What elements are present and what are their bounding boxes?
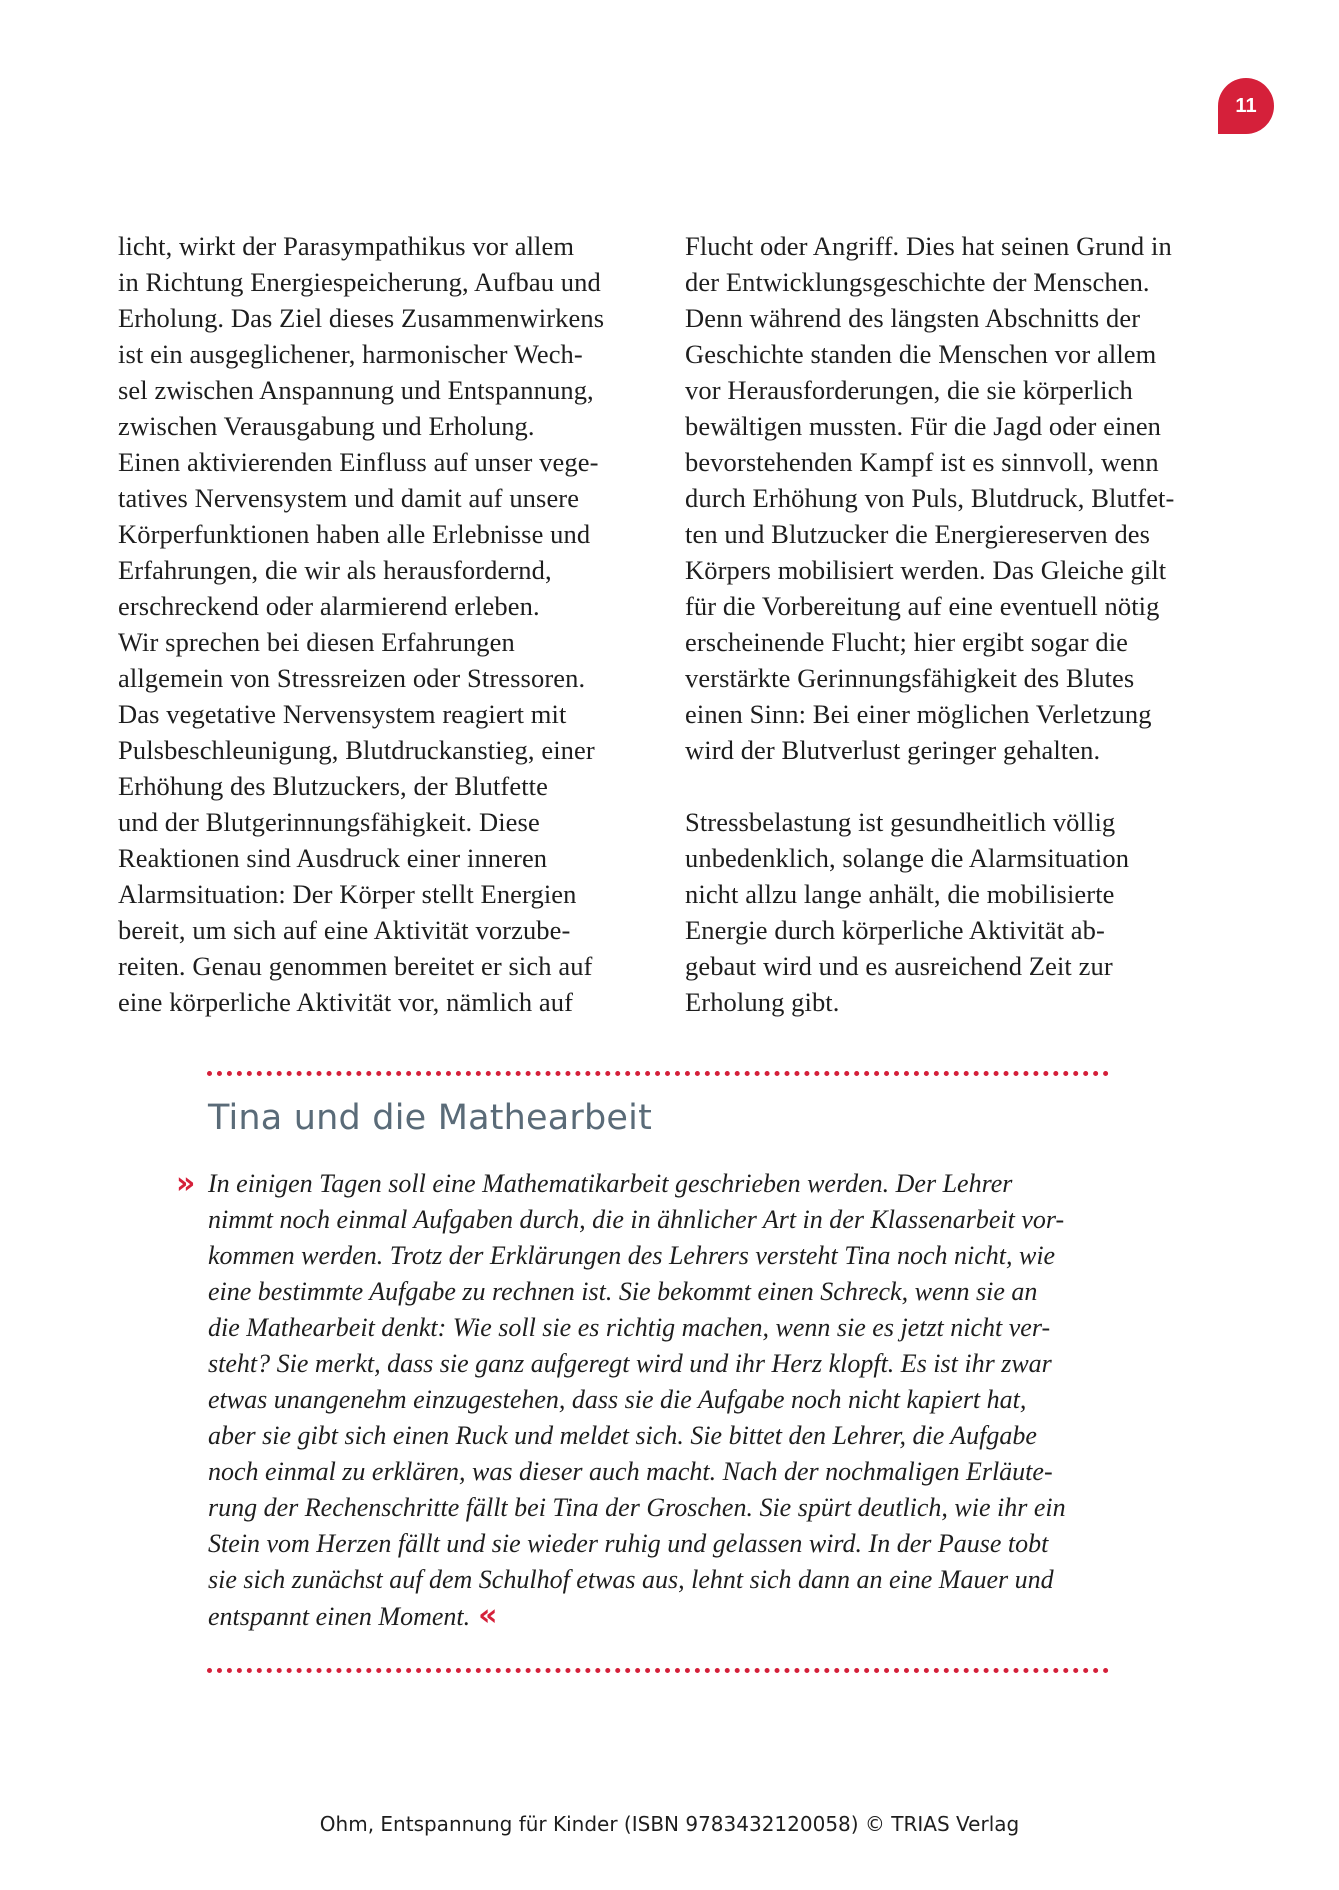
text-line: gebaut wird und es ausreichend Zeit zur	[685, 951, 1113, 981]
story-line	[208, 1346, 1108, 1382]
text-line: nicht allzu lange anhält, die mobilisierte	[685, 879, 1115, 909]
story-line	[208, 1526, 1108, 1562]
right-paragraph-2	[685, 804, 1215, 1020]
footer-copyright: Ohm, Entspannung für Kinder (ISBN 9783432120058) © TRIAS Verlag	[319, 1812, 1020, 1836]
quote-open-icon: »	[176, 1166, 196, 1201]
story-line-text: rung der Rechenschritte fällt bei Tina der Groschen. Sie spürt deutlich, wie ihr ein	[208, 1493, 1066, 1522]
story-line-text: Stein vom Herzen fällt und sie wieder ruhig und gelassen wird. In der Pause tobt	[208, 1529, 1049, 1558]
text-line: Das vegetative Nervensystem reagiert mit	[118, 699, 567, 729]
story-line-text: kommen werden. Trotz der Erklärungen des Lehrers versteht Tina noch nicht, wie	[208, 1241, 1056, 1270]
paragraph-gap	[685, 768, 1215, 804]
text-line: bewältigen mussten. Für die Jagd oder einen	[685, 411, 1162, 441]
text-line: zwischen Verausgabung und Erholung.	[118, 411, 535, 441]
text-line: Wir sprechen bei diesen Erfahrungen	[118, 627, 515, 657]
story-line-text: eine bestimmte Aufgabe zu rechnen ist. Sie bekommt einen Schreck, wenn sie an	[208, 1277, 1038, 1306]
story-line	[208, 1310, 1108, 1346]
text-line: Pulsbeschleunigung, Blutdruckanstieg, einer	[118, 735, 595, 765]
dotted-divider-top	[207, 1071, 1109, 1076]
story-text	[208, 1166, 1108, 1635]
story-line-text: aber sie gibt sich einen Ruck und meldet sich. Sie bittet den Lehrer, die Aufgabe	[208, 1421, 1037, 1450]
text-line: Körperfunktionen haben alle Erlebnisse und	[118, 519, 591, 549]
text-line: allgemein von Stressreizen oder Stressoren.	[118, 663, 586, 693]
text-line: und der Blutgerinnungsfähigkeit. Diese	[118, 807, 540, 837]
text-line: ist ein ausgeglichener, harmonischer Wech-	[118, 339, 583, 369]
story-line-text: die Mathearbeit denkt: Wie soll sie es richtig machen, wenn sie es jetzt nicht ver-	[208, 1313, 1051, 1342]
story-line	[208, 1418, 1108, 1454]
text-line: für die Vorbereitung auf eine eventuell nötig	[685, 591, 1160, 621]
text-line: Einen aktivierenden Einfluss auf unser vege-	[118, 447, 599, 477]
text-line: Flucht oder Angriff. Dies hat seinen Grund in	[685, 231, 1172, 261]
story-line-text: In einigen Tagen soll eine Mathematikarbeit geschrieben werden. Der Lehrer	[208, 1169, 1013, 1198]
text-line: ten und Blutzucker die Energiereserven des	[685, 519, 1151, 549]
left-column	[118, 228, 648, 1020]
box-title: Tina und die Mathearbeit	[208, 1098, 653, 1138]
page-number: 11	[1235, 94, 1257, 117]
story-line-text: steht? Sie merkt, dass sie ganz aufgeregt wird und ihr Herz klopft. Es ist ihr zwar	[208, 1349, 1052, 1378]
text-line: Erholung gibt.	[685, 987, 840, 1017]
text-line: Reaktionen sind Ausdruck einer inneren	[118, 843, 548, 873]
text-line: unbedenklich, solange die Alarmsituation	[685, 843, 1130, 873]
text-line: durch Erhöhung von Puls, Blutdruck, Blutfet-	[685, 483, 1175, 513]
story-line	[208, 1202, 1108, 1238]
text-line: Erholung. Das Ziel dieses Zusammenwirkens	[118, 303, 605, 333]
text-line: der Entwicklungsgeschichte der Menschen.	[685, 267, 1150, 297]
text-line: Denn während des längsten Abschnitts der	[685, 303, 1141, 333]
story-line	[208, 1454, 1108, 1490]
text-line: Erfahrungen, die wir als herausfordernd,	[118, 555, 552, 585]
right-column	[685, 228, 1215, 1020]
text-line: Geschichte standen die Menschen vor allem	[685, 339, 1157, 369]
text-line: in Richtung Energiespeicherung, Aufbau und	[118, 267, 601, 297]
text-line: sel zwischen Anspannung und Entspannung,	[118, 375, 594, 405]
text-line: erscheinende Flucht; hier ergibt sogar die	[685, 627, 1129, 657]
text-line: bereit, um sich auf eine Aktivität vorzube-	[118, 915, 571, 945]
story-line	[208, 1382, 1108, 1418]
text-line: bevorstehenden Kampf ist es sinnvoll, wenn	[685, 447, 1159, 477]
text-line: Körpers mobilisiert werden. Das Gleiche gilt	[685, 555, 1167, 585]
text-line: eine körperliche Aktivität vor, nämlich auf	[118, 987, 574, 1017]
text-line: reiten. Genau genommen bereitet er sich auf	[118, 951, 593, 981]
story-line-text: noch einmal zu erklären, was dieser auch macht. Nach der nochmaligen Erläute-	[208, 1457, 1053, 1486]
text-line: erschreckend oder alarmierend erleben.	[118, 591, 540, 621]
text-line: Energie durch körperliche Aktivität ab-	[685, 915, 1105, 945]
text-line: licht, wirkt der Parasympathikus vor allem	[118, 231, 575, 261]
quote-close-icon: «	[478, 1598, 498, 1633]
story-line-text: entspannt einen Moment.	[208, 1602, 471, 1631]
story-line	[208, 1490, 1108, 1526]
story-line-text: nimmt noch einmal Aufgaben durch, die in ähnlicher Art in der Klassenarbeit vor-	[208, 1205, 1065, 1234]
text-line: Stressbelastung ist gesundheitlich völlig	[685, 807, 1116, 837]
dotted-divider-bottom	[207, 1668, 1109, 1673]
text-line: tatives Nervensystem und damit auf unsere	[118, 483, 580, 513]
text-line: Erhöhung des Blutzuckers, der Blutfette	[118, 771, 548, 801]
text-line: verstärkte Gerinnungsfähigkeit des Blutes	[685, 663, 1135, 693]
story-line-text: etwas unangenehm einzugestehen, dass sie die Aufgabe noch nicht kapiert hat,	[208, 1385, 1027, 1414]
text-line: vor Herausforderungen, die sie körperlich	[685, 375, 1133, 405]
story-line	[208, 1166, 1108, 1202]
story-line-text: sie sich zunächst auf dem Schulhof etwas aus, lehnt sich dann an eine Mauer und	[208, 1565, 1054, 1594]
page-number-badge	[1218, 78, 1274, 134]
right-paragraph-1	[685, 228, 1215, 768]
text-line: einen Sinn: Bei einer möglichen Verletzung	[685, 699, 1152, 729]
story-line	[208, 1274, 1108, 1310]
story-line	[208, 1238, 1108, 1274]
story-line	[208, 1598, 1108, 1635]
text-line: Alarmsituation: Der Körper stellt Energien	[118, 879, 577, 909]
story-line	[208, 1562, 1108, 1598]
text-line: wird der Blutverlust geringer gehalten.	[685, 735, 1101, 765]
